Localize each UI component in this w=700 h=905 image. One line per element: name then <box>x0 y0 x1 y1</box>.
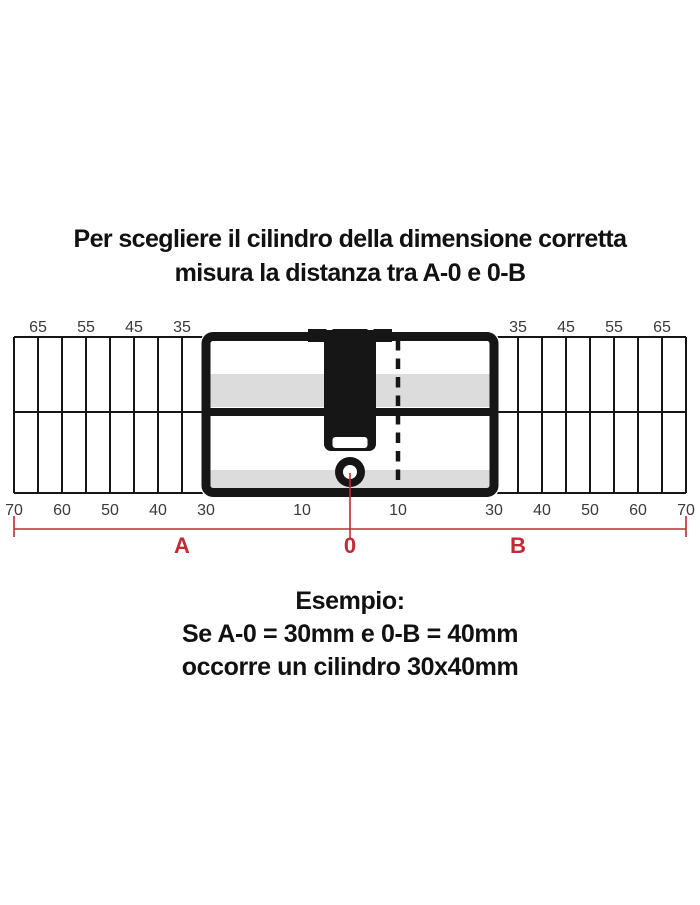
ruler-label-bottom: 60 <box>53 502 71 519</box>
ruler-label-bottom: 30 <box>485 502 503 519</box>
ruler-label-bottom: 10 <box>293 502 311 519</box>
marker-label-0: 0 <box>343 533 357 558</box>
page-title-line1: Per scegliere il cilindro della dimensione corretta <box>73 225 627 253</box>
ruler-label-bottom: 40 <box>533 502 551 519</box>
example-line2: Se A-0 = 30mm e 0-B = 40mm <box>181 620 519 648</box>
ruler-label-bottom: 60 <box>629 502 647 519</box>
ruler-label-bottom: 50 <box>581 502 599 519</box>
ruler-label-top: 45 <box>125 319 143 336</box>
example-heading: Esempio: <box>295 587 405 615</box>
cam-block-top <box>324 330 376 350</box>
ruler-label-top: 45 <box>557 319 575 336</box>
ruler-label-bottom: 40 <box>149 502 167 519</box>
example-text <box>0 585 700 684</box>
ruler-label-bottom: 10 <box>389 502 407 519</box>
ruler-label-top: 55 <box>605 319 623 336</box>
ruler-label-top: 35 <box>509 319 527 336</box>
ruler-label-top: 55 <box>77 319 95 336</box>
ruler-label-top: 65 <box>29 319 47 336</box>
ruler-label-bottom: 70 <box>5 502 23 519</box>
ruler-label-top: 35 <box>173 319 191 336</box>
ruler-label-bottom: 50 <box>101 502 119 519</box>
cam-slot <box>333 437 368 448</box>
ruler-label-bottom: 30 <box>197 502 215 519</box>
ruler-label-top: 65 <box>653 319 671 336</box>
ruler-label-bottom: 70 <box>677 502 695 519</box>
page-title-line2: misura la distanza tra A-0 e 0-B <box>174 259 526 287</box>
example-line3: occorre un cilindro 30x40mm <box>181 653 519 681</box>
marker-label-a: A <box>174 533 190 558</box>
marker-label-b: B <box>510 533 526 558</box>
